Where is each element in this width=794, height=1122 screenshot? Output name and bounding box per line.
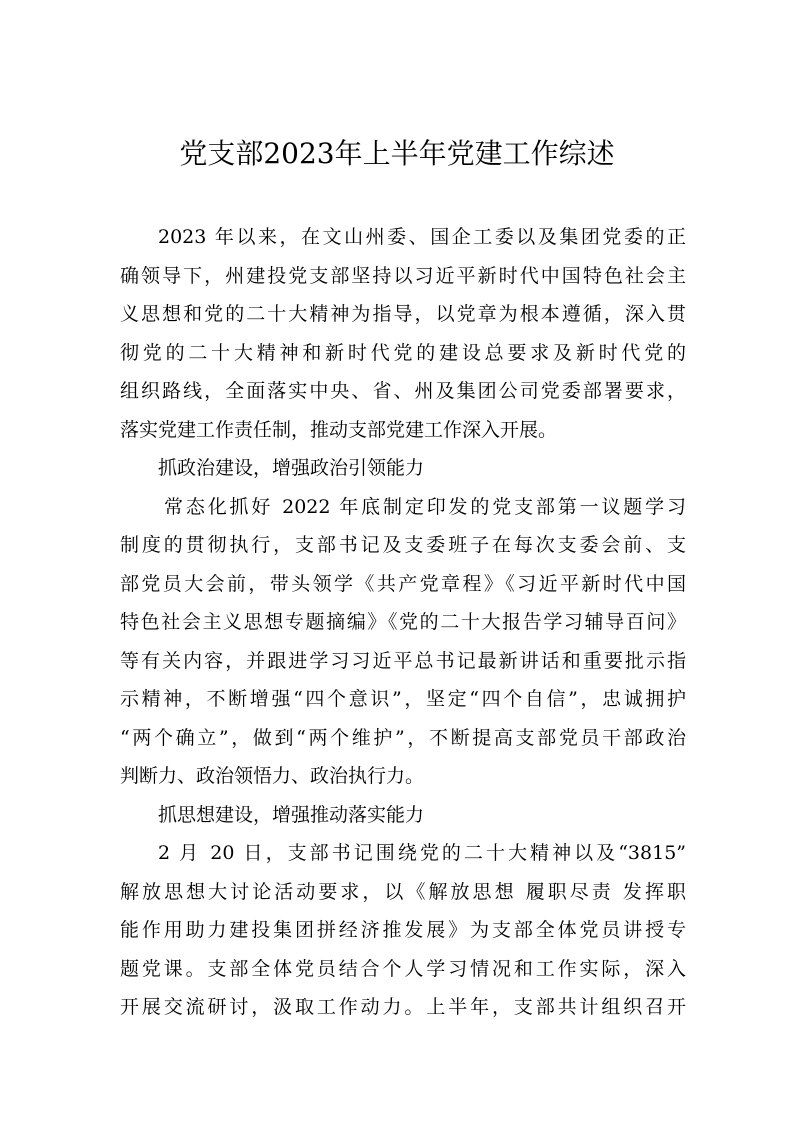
paragraph-line: 判断力、政治领悟力、政治执行力。 <box>120 765 425 787</box>
section-heading: 抓思想建设，增强推动落实能力 <box>158 803 425 826</box>
paragraph-line: 解放思想大讨论活动要求，以《解放思想 履职尽责 发挥职 <box>120 880 686 903</box>
paragraph-line: 确领导下，州建投党支部坚持以习近平新时代中国特色社会主 <box>120 264 686 287</box>
paragraph-line: 特色社会主义思想专题摘编》《党的二十大报告学习辅导百问》 <box>120 611 686 633</box>
paragraph-line: 义思想和党的二十大精神为指导，以党章为根本遵循，深入贯 <box>120 303 686 325</box>
document-title: 党支部2023年上半年党建工作综述 <box>179 137 615 170</box>
section-heading: 抓政治建设，增强政治引领能力 <box>158 457 425 479</box>
paragraph-line: 2023 年以来，在文山州委、国企工委以及集团党委的正 <box>158 226 686 248</box>
paragraph-line: “两个确立”，做到“两个维护”，不断提高支部党员干部政治 <box>120 726 686 749</box>
paragraph-line: 落实党建工作责任制，推动支部党建工作深入开展。 <box>120 418 558 441</box>
paragraph-line: 彻党的二十大精神和新时代党的建设总要求及新时代党的 <box>120 341 686 364</box>
document-body <box>120 218 686 1027</box>
paragraph-line: 组织路线，全面落实中央、省、州及集团公司党委部署要求， <box>120 380 686 402</box>
paragraph-line: 制度的贯彻执行，支部书记及支委班子在每次支委会前、支 <box>120 534 686 556</box>
paragraph-line: 2 月 20 日，支部书记围绕党的二十大精神以及“3815” <box>158 842 686 864</box>
paragraph-line: 开展交流研讨，汲取工作动力。上半年，支部共计组织召开 <box>120 996 686 1018</box>
paragraph-line: 能作用助力建投集团拼经济推发展》为支部全体党员讲授专 <box>120 919 686 941</box>
paragraph-line: 题党课。支部全体党员结合个人学习情况和工作实际，深入 <box>120 957 686 980</box>
paragraph-line: 示精神，不断增强“四个意识”，坚定“四个自信”，忠诚拥护 <box>120 688 686 710</box>
paragraph-line: 常态化抓好 2022 年底制定印发的党支部第一议题学习 <box>164 495 686 518</box>
paragraph-line: 部党员大会前，带头领学《共产党章程》《习近平新时代中国 <box>120 572 686 595</box>
paragraph-line: 等有关内容，并跟进学习习近平总书记最新讲话和重要批示指 <box>120 649 686 672</box>
